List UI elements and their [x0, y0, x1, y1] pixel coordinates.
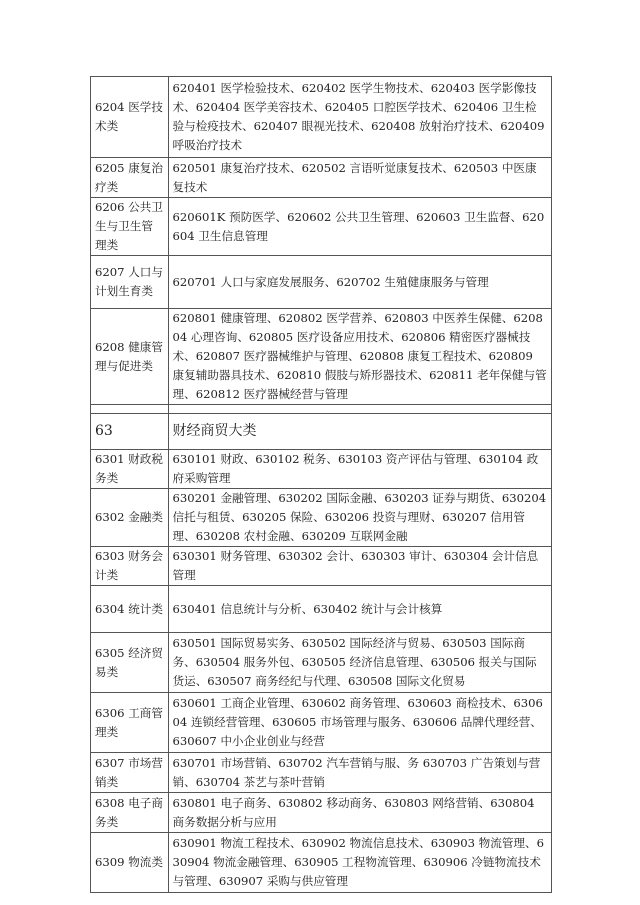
category-cell: 6208 健康管理与促进类: [91, 309, 169, 405]
empty-cell: [168, 405, 552, 414]
table-row: [91, 256, 552, 309]
table-row: [91, 450, 552, 489]
table-row: [91, 793, 552, 833]
majors-cell: 620501 康复治疗技术、620502 言语听觉康复技术、620503 中医康复技术: [168, 158, 552, 198]
table-row: [91, 753, 552, 793]
majors-cell: 620801 健康管理、620802 医学营养、620803 中医养生保健、620804 心理咨询、620805 医疗设备应用技术、620806 精密医疗器械技术、620807 医疗器械维护与管理、620808 康复工程技术、620809 康复辅助器具技术、620810 假肢与矫形器技术、620811 老年保健与管理、620812 医疗器械经营与管理: [168, 309, 552, 405]
majors-cell: 630101 财政、630102 税务、630103 资产评估与管理、630104 政府采购管理: [168, 450, 552, 489]
category-cell: 6204 医学技术类: [91, 77, 169, 158]
table-row: [91, 586, 552, 633]
category-cell: 6306 工商管理类: [91, 693, 169, 753]
category-cell: 6206 公共卫生与卫生管理类: [91, 198, 169, 256]
majors-cell: 630601 工商企业管理、630602 商务管理、630603 商检技术、630604 连锁经营管理、630605 市场管理与服务、630606 品牌代理经营、630607 中小企业创业与经营: [168, 693, 552, 753]
category-cell: 6205 康复治疗类: [91, 158, 169, 198]
table-row: [91, 158, 552, 198]
category-cell: 6309 物流类: [91, 833, 169, 893]
category-cell: 6207 人口与计划生育类: [91, 256, 169, 309]
category-cell: 6302 金融类: [91, 489, 169, 547]
table-row: [91, 309, 552, 405]
table-row: [91, 77, 552, 158]
category-cell: 6303 财务会计类: [91, 547, 169, 586]
table-row: [91, 489, 552, 547]
majors-cell: 620401 医学检验技术、620402 医学生物技术、620403 医学影像技术、620404 医学美容技术、620405 口腔医学技术、620406 卫生检验与检疫技术、620407 眼视光技术、620408 放射治疗技术、620409 呼吸治疗技术: [168, 77, 552, 158]
category-cell: 6307 市场营销类: [91, 753, 169, 793]
category-cell: 6301 财政税务类: [91, 450, 169, 489]
category-cell: 6308 电子商务类: [91, 793, 169, 833]
table-row: [91, 633, 552, 693]
spacer-row: [91, 405, 552, 414]
major-name: 财经商贸大类: [168, 414, 552, 450]
table-row: [91, 547, 552, 586]
majors-cell: 630901 物流工程技术、630902 物流信息技术、630903 物流管理、630904 物流金融管理、630905 工程物流管理、630906 冷链物流技术与管理、630907 采购与供应管理: [168, 833, 552, 893]
table-row: [91, 693, 552, 753]
document-page: [90, 76, 552, 893]
majors-cell: 620701 人口与家庭发展服务、620702 生殖健康服务与管理: [168, 256, 552, 309]
majors-cell: 630401 信息统计与分析、630402 统计与会计核算: [168, 586, 552, 633]
majors-cell: 630301 财务管理、630302 会计、630303 审计、630304 会计信息管理: [168, 547, 552, 586]
category-cell: 6305 经济贸易类: [91, 633, 169, 693]
major-code: 63: [91, 414, 169, 450]
table-row: [91, 833, 552, 893]
majors-cell: 630801 电子商务、630802 移动商务、630803 网络营销、630804 商务数据分析与应用: [168, 793, 552, 833]
majors-cell: 630701 市场营销、630702 汽车营销与服、务 630703 广告策划与营销、630704 茶艺与茶叶营销: [168, 753, 552, 793]
majors-cell: 630501 国际贸易实务、630502 国际经济与贸易、630503 国际商务、630504 服务外包、630505 经济信息管理、630506 报关与国际货运、630507 商务经纪与代理、630508 国际文化贸易: [168, 633, 552, 693]
majors-cell: 620601K 预防医学、620602 公共卫生管理、620603 卫生监督、620604 卫生信息管理: [168, 198, 552, 256]
major-catalog-table: [90, 76, 552, 893]
majors-cell: 630201 金融管理、630202 国际金融、630203 证券与期货、630204 信托与租赁、630205 保险、630206 投资与理财、630207 信用管理、630208 农村金融、630209 互联网金融: [168, 489, 552, 547]
empty-cell: [91, 405, 169, 414]
category-cell: 6304 统计类: [91, 586, 169, 633]
table-row: [91, 198, 552, 256]
major-category-row: [91, 414, 552, 450]
